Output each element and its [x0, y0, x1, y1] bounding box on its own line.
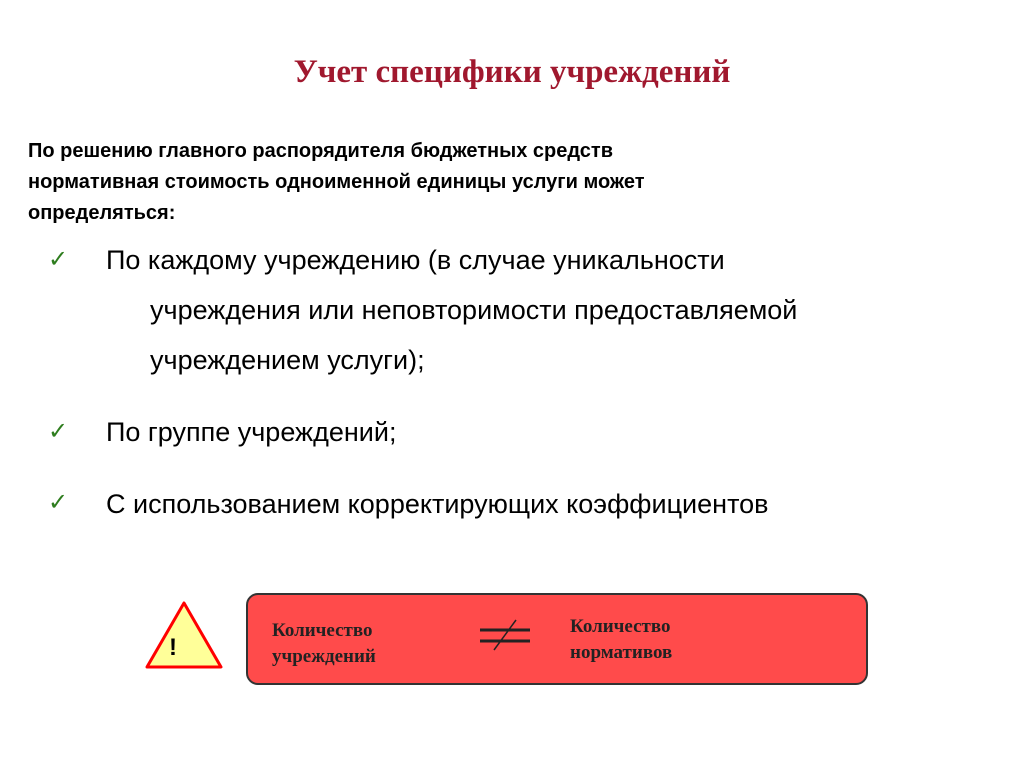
intro-text [28, 136, 908, 229]
bullet-item-line: учреждением услуги); [150, 345, 425, 375]
bullet-item-line: С использованием корректирующих коэффициентов [106, 489, 769, 519]
checkmark-icon: ✓ [48, 246, 69, 273]
comparison-left-line: учреждений [272, 646, 376, 667]
not-equal-icon [478, 618, 532, 652]
page-title: Учет специфики учреждений [293, 54, 731, 90]
checkmark-icon: ✓ [48, 489, 69, 516]
intro-line: По решению главного распорядителя бюджетных средств [28, 140, 613, 162]
intro-line: нормативная стоимость одноименной единицы услуги может [28, 171, 645, 193]
warning-triangle-icon [144, 600, 224, 670]
bullet-item-line: По каждому учреждению (в случае уникальности [106, 245, 725, 275]
intro-line: определяться: [28, 202, 176, 224]
comparison-left-text [272, 618, 376, 670]
comparison-left-line: Количество [272, 620, 373, 641]
comparison-right-text [570, 614, 672, 666]
exclamation-mark: ! [169, 634, 177, 661]
bullet-item-line: По группе учреждений; [106, 417, 397, 447]
comparison-right-line: нормативов [570, 642, 673, 663]
bullet-item-line: учреждения или неповторимости предоставляемой [150, 295, 798, 325]
checkmark-icon: ✓ [48, 418, 69, 445]
comparison-right-line: Количество [570, 616, 671, 637]
